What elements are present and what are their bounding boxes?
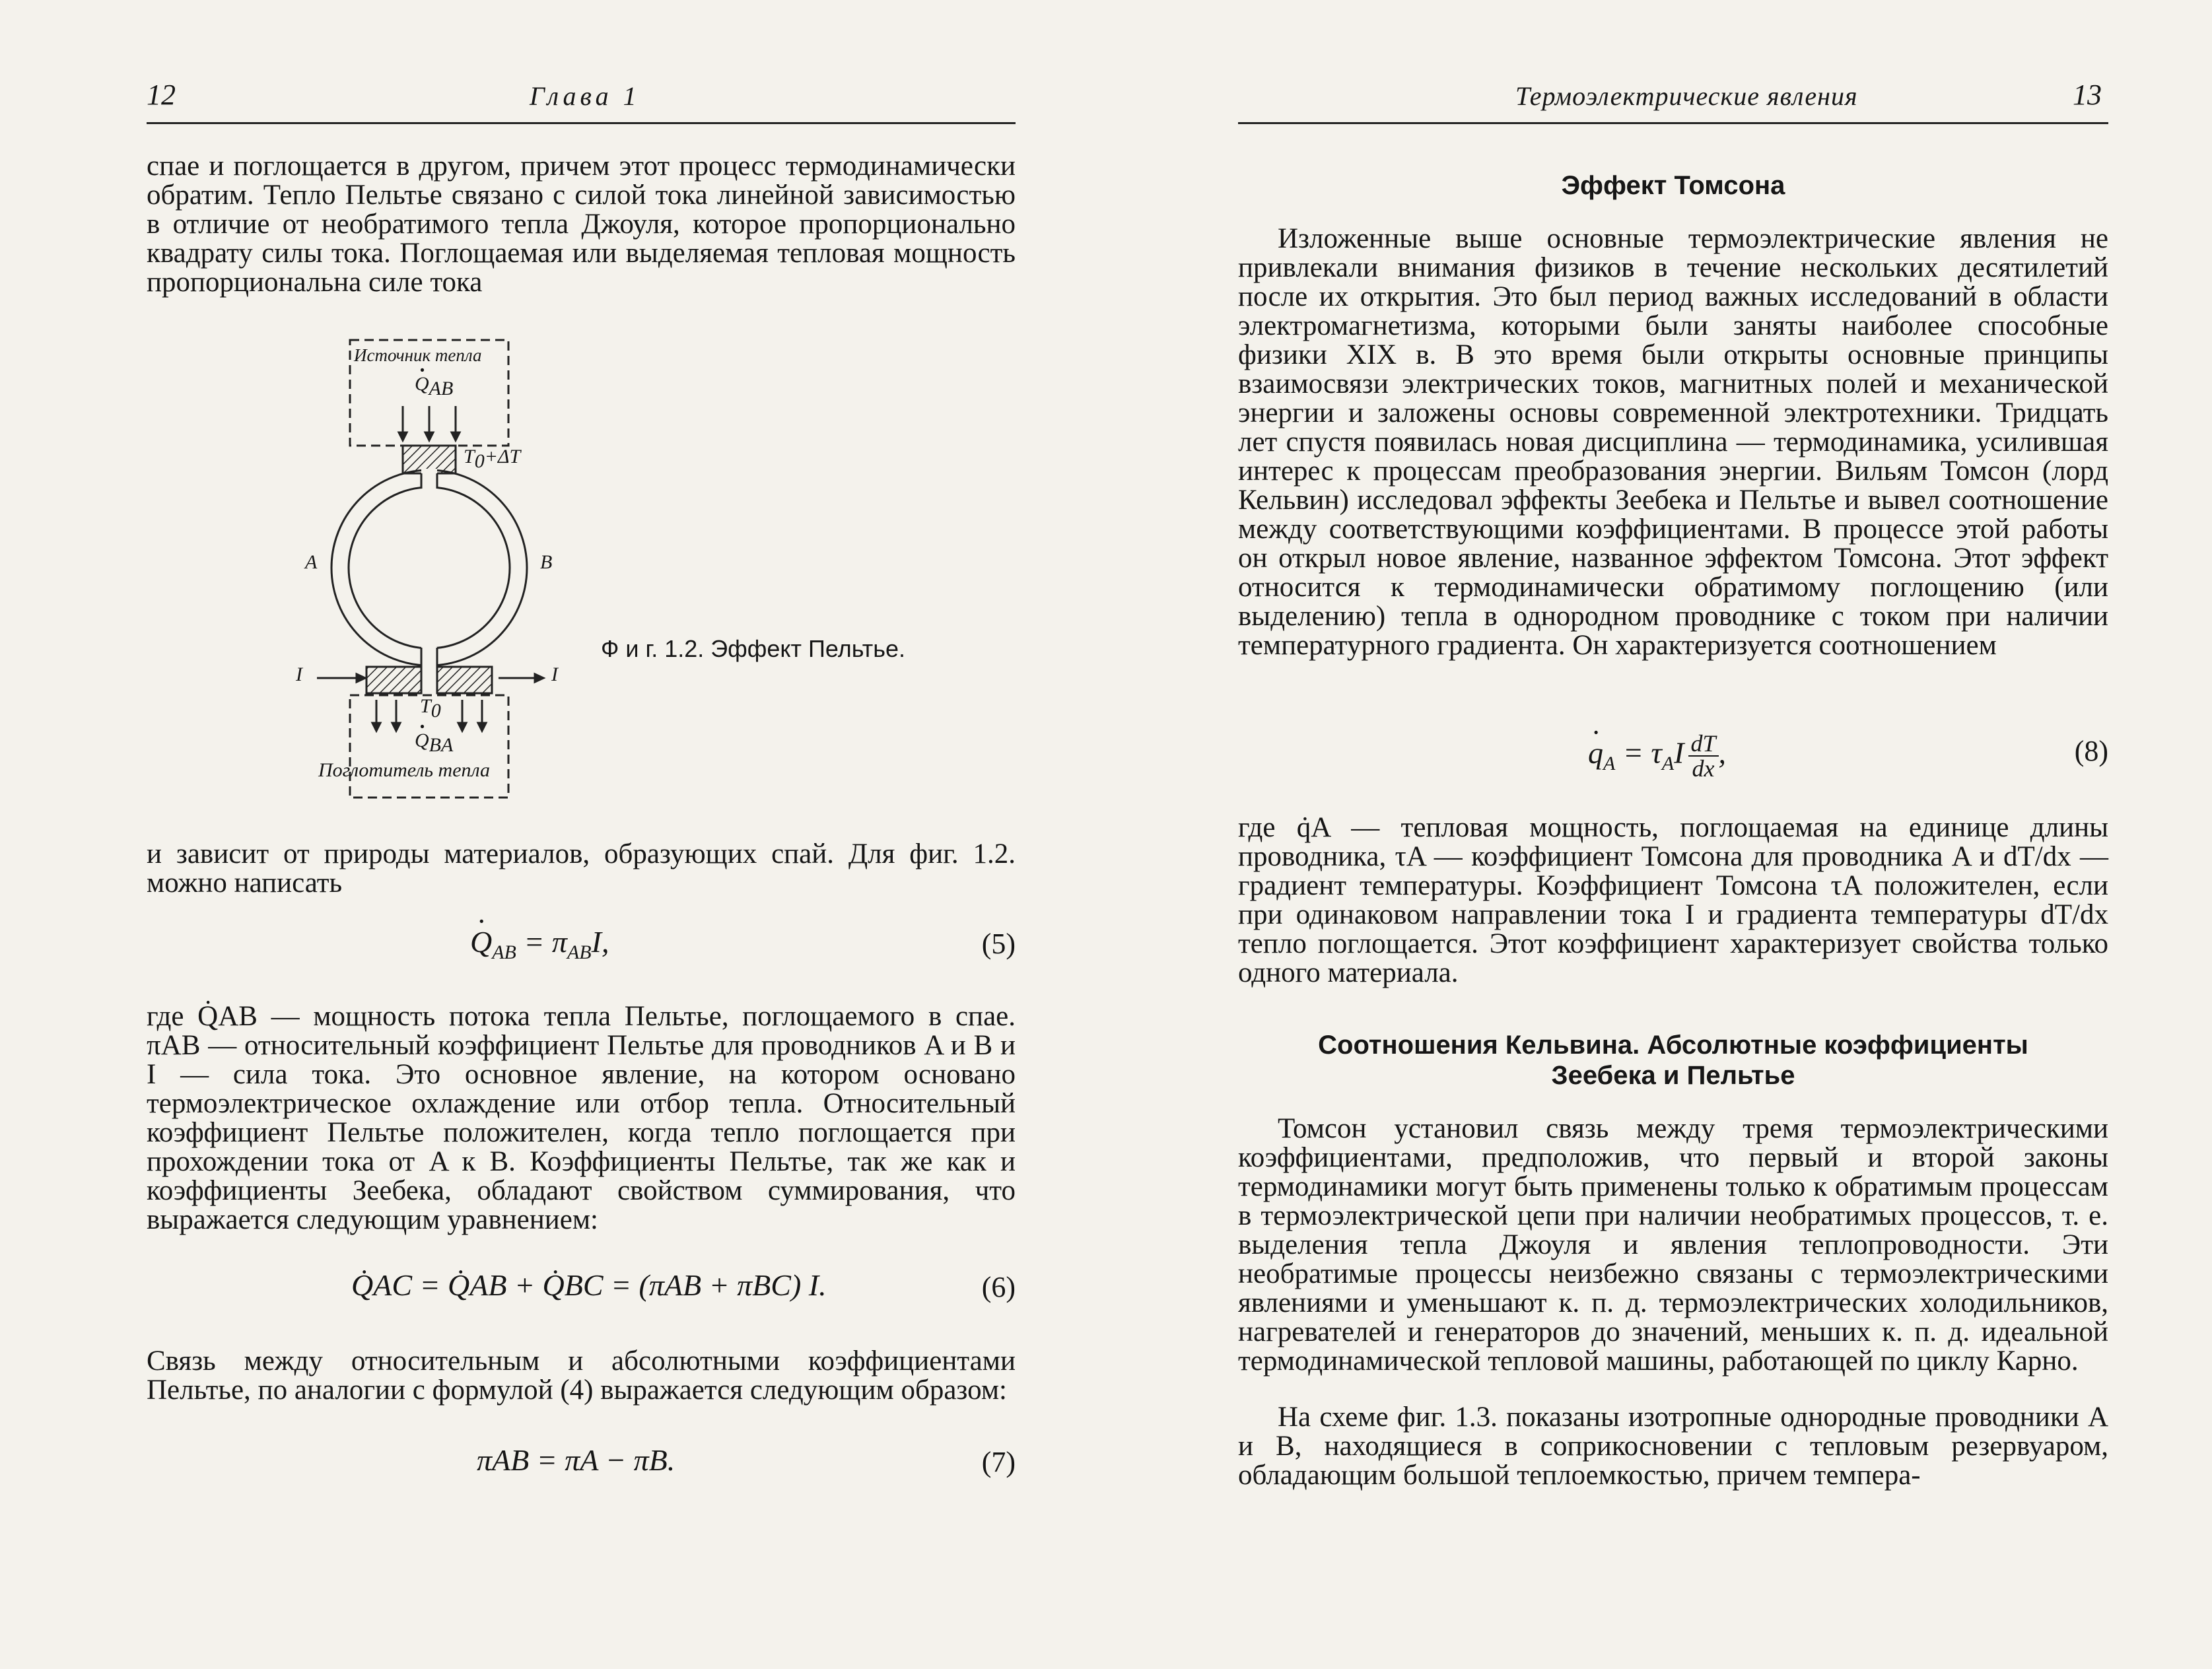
left-paragraph-1: спае и поглощается в другом, причем этот процесс термодинамически обратим. Тепло Пельтье связано с силой тока линейной зависимостью в отличие от необратимого тепла Джоуля, которое пропорционально квадрату силы тока. Поглощаемая или выделяемая тепловая мощность пропорциональна силе тока <box>147 151 1016 298</box>
equation-5-number: (5) <box>981 928 1016 960</box>
heading-thomson-effect: Эффект Томсона <box>1561 171 1785 200</box>
right-page-number: 13 <box>2073 79 2102 111</box>
equation-7-body: πAB = πA − πB. <box>477 1443 675 1477</box>
dt-dx-fraction: $\frac{dT}{dx}$ <box>1688 732 1719 780</box>
ring-outer <box>331 470 527 665</box>
equation-6-body: Q̇AC = Q̇AB + Q̇BC = (πAB + πBC) I. <box>351 1268 827 1302</box>
peltier-figure <box>291 333 568 809</box>
heading-kelvin-line-2: Зеебека и Пельтье <box>1551 1061 1795 1090</box>
equation-6-number: (6) <box>981 1271 1016 1303</box>
conductor-a-label: A <box>305 551 318 573</box>
left-header-rule <box>147 122 1016 124</box>
heat-source-label: Источник тепла <box>354 345 482 365</box>
left-page-number: 12 <box>147 79 176 111</box>
left-page-header <box>147 78 1016 124</box>
right-page-header <box>1238 78 2108 124</box>
equation-5-body: · $Q_{AB} = \pi_{AB}I$, <box>470 924 609 964</box>
heat-in-arrows <box>399 406 460 440</box>
left-paragraph-3: где Q̇AB — мощность потока тепла Пельтье, поглощаемого в спае. πAB — относительный коэффициент Пельтье для проводников A и B и I — сила тока. Это основное явление, на котором основано термоэлектрическое охлаждение или отбор тепла. Относительный коэффициент Пельтье положителен, когда тепло поглощается при прохождении тока от A к B. Коэффициенты Пельтье, так же как и коэффициенты Зеебека, обладают свойством суммирования, что выражается следующим уравнением: <box>147 1001 1016 1235</box>
right-header-rule <box>1238 122 2108 124</box>
right-paragraph-3: Томсон установил связь между тремя термоэлектрическими коэффициентами, предположив, что первый и второй законы термодинамики могут быть применены только к обратимым процессам в термоэлектрической цепи при наличии необратимых процессов, т. е. выделения тепла Джоуля и явления теплопроводности. Эти необратимые процессы неизбежно связаны с термоэлектрическими явлениями и уменьшают к. п. д. термоэлектрических холодильников, нагревателей и генераторов до значений, меньших к. п. д. идеальной термодинамической тепловой машины, работающей по циклу Карно. <box>1238 1113 2108 1377</box>
current-arrows <box>317 674 543 682</box>
right-page <box>1106 0 2212 1669</box>
equation-7-number: (7) <box>981 1446 1016 1478</box>
right-paragraph-1: Изложенные выше основные термоэлектрические явления не привлекали внимания физиков в течение нескольких десятилетий после их открытия. Это был период важных исследований в области электромагнетизма, которыми были заняты наиболее способные физики XIX в. В это время были открыты основные принципы взаимосвязи электрических токов, магнитных полей и механической энергии и заложены основы современной электротехники. Тридцать лет спустя появилась новая дисциплина — термодинамика, усилившая интерес к процессам преобразования энергии. Вильям Томсон (лорд Кельвин) исследовал эффекты Зеебека и Пельтье и вывел соотношение между соответствующими коэффициентами. В процессе этой работы он открыл новое явление, названное эффектом Томсона. Этот эффект относится к термодинамически обратимому поглощению (или выделению) тепла в однородном проводнике с током при наличии температурного градиента. Он характеризуется соотношением <box>1238 223 2108 661</box>
equation-6 <box>147 1268 1016 1314</box>
heat-sink-label: Поглотитель тепла <box>318 759 490 781</box>
heading-kelvin-relations <box>1238 1030 2108 1091</box>
q-ba-label: · $Q_{BA}$ <box>415 730 453 757</box>
hot-temperature-label: $T_0+\Delta T$ <box>464 446 521 472</box>
cold-temperature-label: $T_0$ <box>420 695 441 722</box>
equation-7 <box>147 1443 1016 1489</box>
figure-caption: Ф и г. 1.2. Эффект Пельтье. <box>601 635 905 662</box>
left-paragraph-2: и зависит от природы материалов, образующих спай. Для фиг. 1.2. можно написать <box>147 838 1016 899</box>
cold-junction-left <box>366 667 421 693</box>
left-paragraph-4: Связь между относительным и абсолютными коэффициентами Пельтье, по аналогии с формулой (4) выражается следующим образом: <box>147 1345 1016 1406</box>
cold-junction-right <box>437 667 492 693</box>
heading-kelvin-line-1: Соотношения Кельвина. Абсолютные коэффициенты <box>1318 1031 2028 1060</box>
equation-8 <box>1238 730 2108 782</box>
current-in-label: I <box>296 664 302 685</box>
ring-neck-top <box>421 469 437 489</box>
ring-neck-bottom <box>421 647 437 673</box>
right-paragraph-2: где q̇A — тепловая мощность, поглощаемая на единице длины проводника, τA — коэффициент Томсона для проводника A и dT/dx — градиент температуры. Коэффициент Томсона τA положителен, если при одинаковом направлении тока I и градиента температуры dT/dx тепло поглощается. Этот коэффициент характеризует свойства только одного материала. <box>1238 812 2108 988</box>
right-paragraph-4: На схеме фиг. 1.3. показаны изотропные однородные проводники A и B, находящиеся в соприкосновении с тепловым резервуаром, обладающим большой теплоемкостью, причем темпера- <box>1238 1402 2108 1491</box>
equation-8-number: (8) <box>2074 735 2108 767</box>
equation-5 <box>147 924 1016 971</box>
ring-inner <box>349 487 510 648</box>
q-ab-label: · $Q_{AB}$ <box>415 373 453 400</box>
conductor-b-label: B <box>540 551 553 573</box>
current-out-label: I <box>551 664 558 685</box>
left-running-title: Глава 1 <box>530 81 640 111</box>
right-running-title: Термоэлектрические явления <box>1515 81 1858 111</box>
equation-8-body: · $q_A = \tau_AI$ $\frac{dT}{dx}$ , <box>1588 732 1726 780</box>
